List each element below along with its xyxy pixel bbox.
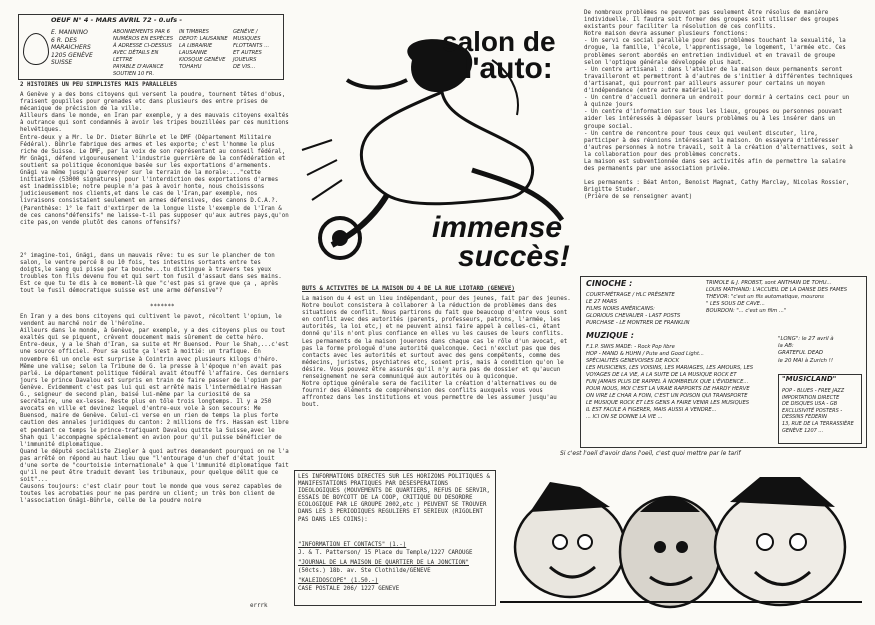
masthead xyxy=(18,14,284,80)
comic-drawing xyxy=(500,462,862,612)
periodical-3-title: "KALEIDOSCOPE" (1.50.-) xyxy=(298,578,379,584)
salon-title-line2: l'auto: xyxy=(464,52,553,85)
periodical-3-address: CASE POSTALE 206/ 1227 GENEVE xyxy=(298,586,400,592)
right-article-body: De nombreux problèmes ne peuvent pas seulement être résolus de manière individuelle. Il faudra soit former des groupes soit utiliser des groupes existants pour faciliter la résolution de ces conflits. Notre maison devra assumer plusieurs fonctions: - Un servi ce social parallèle pour des problèmes touchant la sexualité, la drogue, la famille, l'école, l'apprentissage, le logement, l'armée etc. Ces problèmes seront abordés en entretien individuel et en travail de groupe selon l'optique générale développée plus haut. - Un centre artisanal : dans l'atelier de la maison deux permanents seront travailleront et permettront à d'autres de s'initier à différentes techniques d'artisanat, qui pourront par ailleurs assurer pour certains un moyen d'indépendance (entre autre matérielle). - Un centre d'accueil donnera un endroit pour dormir à certains ceci pour un à quinze jours - Un centre d'information sur tous les lieux, groupes ou personnes pouvant aider les intéressés à dépasser leurs problèmes ou à les insérer dans un groupe social. - Un centre de rencontre pour tous ceux qui veulent discuter, lire, participer à des réunions intéressant la maison. On essayera d'intéresser d'autres personnes à notre travail, soit à la création d'alternatives, soit à la collaboration pour des problèmes concrets. La maison est subventionnée dans ses activités afin de permettre la salaire des permanents par une association privée. Les permanents : Béat Anton, Benoist Magnat, Cathy Marclay, Nicolas Rossier, Brigitte Studer. (Prière de se renseigner avant) xyxy=(584,10,853,201)
periodical-2-title: "JOURNAL DE LA MAISON DE QUARTIER DE LA JONCTION" xyxy=(298,560,470,566)
grateful-dead-note: "LONG": le 27 avril à la AB: GRATEFUL DEAD le 20 MAI à Zurich !! xyxy=(778,336,834,364)
periodical-1-address: J. & T. Patterson/ 15 Place du Temple/1227 CAROUGE xyxy=(298,550,473,556)
left-article-para3: En Iran y a des bons citoyens qui cultivent le pavot, récoltent l'opium, le vendent au marché noir de l'héroïne. Ailleurs dans le monde, à Genève, par exemple, y a des citoyens plus ou tout exaltés qui se piquent, crèvent doucement mais sûrement de cette héro. Entre-deux, y a le Shah d'Iran, sa suite et Mr Buensod. Pour le Shah,...c'est une source officiel. Pour sa suite ça l'est à moitié: un trafique. En novembre 61 un oncle est surprise à Cointrin avec plusieurs kilogs d'héro. Même une valise; selon la Tribune de G. la presse à l'époque n'en avait pas parlé. Le département politique fédéral avait étouffé l'affaire. Ces derniers jours le prince Davalou est surpris en train de faire passer de l'opium par Genève. Evidemment c'est pas lui qui est arrêté mais l'intermédiaire Hassan G., seigneur de second plan, baisé lui-même par la curiosité de sa secrétaire, une ex-lesse. Reste plus en tôle trois longtemps. Il y a 250 avocats en ville et devinez lequel d'entre-eux vole à son secours: Me Buensod, maire de Genève. Celui-ci verse en un rien de temps la plus forte caution des annales juridiques du canton: 2 millions de frs. Hassan est libre et pendant ce temps le prince-trafiquant Davalou quitte la Suisse,avec le Shah qui l'accompagne spécialement en avion pour qu'il puisse bénéficier de l'immunité diplomatique. Quand le député socialiste Ziegler à quoi autres demandent pourquoi on ne l'a pas arrêté on répond au haut lieu que "l'entourage d'un chef d'état jouit d'une sorte de "courtoisie internationale" à que l'immunité diplomatique fait qu'il ne peut être traduit devant les tribunaux, pour quelque délit que ce soit"... Causons toujours: c'est clair pour tout le monde que vous serez capables de toutes les acrobaties pour ne pas perdre un client; un très bon client de l'association Gnägi-Bührle, celle de la poudre noire xyxy=(20,314,289,505)
cinoche-right: TRIMOLE & J. PROBST, sont ANTHAIN DE TOHU... LOUIS MATHAND: L'ACCUEIL DE LA DANSE DES FAMES THEVOR: "c'est un fils automatique, mourons " LES SOUS DE CAVE... BOURDON: "... c'est un film ..." xyxy=(706,280,848,314)
periodicals-intro: LES INFORMATIONS DIRECTES SUR LES HORIZONS POLITIQUES & MANIFESTATIONS PRATIQUES PAR DESESPERATIONS IDEOLOGIQUES (MOUVEMENTS DE QUARTIERS, REFUS DE SERVIR, ESSAIS DE BOYCOTT DE LA COOP, CRITIQUE DU DESORDRE ECOLOGIQUE PAR LE GROUPE 2002,etc ) PEUVENT SE TROUVER DANS LES 3 PERIODIQUES REGULIERS ET SERIEUX (RIGOLENT PAS DANS LES COINS): xyxy=(298,474,494,523)
cinoche-left: COURT-MÉTRAGE / HLC PRÉSENTE LE 27 MARS FILMS NOIRS AMÉRICAINS: GLORIOUS CHEVALIER - LAST POSTS PURCHASE - LE MONTRER DE FRANKLIN xyxy=(586,292,690,326)
left-article-stars: ******* xyxy=(150,304,175,310)
masthead-subscriptions: ABONNEMENTS PAR 6 NUMÉROS EN ESPÈCES À ADRESSE CI-DESSUS AVEC DÉTAILS EN LETTRE PAYABLE D'AVANCE SOUTIEN 10 FR. xyxy=(113,29,174,77)
left-article-heading: 2 HISTOIRES UN PEU SIMPLISTES MAIS PARALLELES xyxy=(20,82,178,88)
comic-illustration xyxy=(500,462,862,612)
periodical-1-title: "INFORMATION ET CONTACTS" (1.-) xyxy=(298,542,407,548)
musicland-title: "MUSICLAND" xyxy=(782,375,837,383)
left-article-signature: errrk xyxy=(250,603,268,609)
masthead-address: E. MANNINO 6 R. DES MARAICHERS 1205 GENÈVE SUISSE xyxy=(51,29,93,67)
masthead-depots: IN TIMBRES DEPOT: LAUSANNE LA LIBRAIRIE LAUSANNE KIOSQUE GENÈVE TOHAHU xyxy=(179,29,228,70)
salon-subtitle-line1: immense xyxy=(432,211,563,244)
salon-subtitle-line2: succès! xyxy=(458,240,570,273)
left-article-para2: 2° imagine-toi, Gnägi, dans un mauvais rêve: tu es sur le plancher de ton salon, le ventre percé 8 ou 10 fois, tes intestins sortants entre tes doigts,le sang qui pisse par ta bouche...tu distingue à travers tes yeux troubles ton fils devenu fou et qui sert ton fusil d'assaut dans ses mains. Est ce que tu te dis à ce moment-là que "c'est pas si grave que ça , après tout le fusil démocratique suisse est une arme défensive"? xyxy=(20,253,286,295)
egg-logo xyxy=(23,33,49,65)
periodical-2-address: (50cts.) 18b. av. Ste Clothilde/GENEVE xyxy=(298,568,431,574)
center-article-body: La maison du 4 est un lieu indépendant, pour des jeunes, fait par des jeunes. Notre boulot consistera à collaborer à la réduction de problèmes dans des situations de conflit. Nous partirons du fait que beaucoup d'entre vous sont en conflit avec des autorités (parents, professeurs, patrons, l'armée, les autorités, la loi etc,) et ne peuvent ainsi faire appel à celles-ci, étant donné qu'ils n'ont plus confiance en elles vu les causes de leurs conflits. Les permanents de la maison jouerons dans chaque cas le rôle d'un avocat, et pas la forme prologué d'une autorité quelconque. Ceci n'exclut pas que des contacts avec les autorités et surtout avec des gens compétents, comme des médecins, juristes, psychiatres etc, soient pris, mais à condition qu'on le désire. Vous pouvez être assurés qu'il n'y aura pas de dossier et qu'aucun renseignement ne sera communiqué aux autorités ou à quiconque. Notre optique générale sera de faciliter la création d'alternatives ou de fournir des éléments de compréhension des conflits auxquels vous vous affrontez dans les institutions et vous permettre de les assumer jusqu'au bout. xyxy=(302,296,571,409)
salon-title-line1: salon de xyxy=(442,26,556,57)
comic-caption: Si c'est l'oeil d'avoir dans l'oeil, c'est quoi mettre par le tarif xyxy=(560,450,741,457)
masthead-issue: OEUF N° 4 - MARS AVRIL 72 - 0.ufs - xyxy=(51,16,183,24)
center-article-heading: BUTS & ACTIVITES DE LA MAISON DU 4 DE LA RUE LIOTARD (GENEVE) xyxy=(302,286,515,292)
cinoche-title: CINOCHE : xyxy=(586,279,633,288)
musicland-details: POP - BLUES - FREE JAZZ IMPORTATION DIRECTE DE DISQUES USA - GB EXCLUSIVITÉ POSTERS - DESSINS FEDERIN 13, RUE DE LA TERRASSIÈRE GENÈVE 1207 ... xyxy=(782,388,854,434)
salon-illustration xyxy=(292,20,592,280)
masthead-notes: GENÈVE / MUSIQUES FLOTTANTS ... ET AUTRES JOUEURS DE VIS... xyxy=(233,29,270,70)
musique-title: MUZIQUE : xyxy=(586,331,634,340)
left-article-para1: A Genève y a des bons citoyens qui versent la poudre, tournent têtes d'obus, fraisent goupilles pour grenades etc dans plusieurs des entre prises de mécanique de précision de la ville. Ailleurs dans le monde, en Iran par exemple, y a des mauvais citoyens exaltés à outrance qui sont condamnés à avoir les tripes bouzillées par ces munitions helvétiques. Entre-deux y a Mr. le Dr. Dieter Bührle et le DMF (Département Militaire Fédéral). Bührle fabrique des armes et les exporte; c'est l'homme le plus riche de Suisse. Le DMF, par la voix de son représentant au conseil fédéral, Mr Gnägi, défend vigoureusement l'industrie guerrière de la confédération et soutient sa politique économique basée sur les exportations d'armements. Gnägi va même jusqu'à guerroyer sur le terrain de la morale:..."cette initiative (53000 signatures) pour l'interdiction des exportations d'armes est inadmissible; notre peuple n'a pas à avoir honte, nous choisissons judicieusement nos clients,et dans le cas de l'Iran,par exemple, nos livraisons consistaient seulement en armes défensives, des canons D.C.A.?. (Parenthèse: 1° le fait d'extirper de la longue liste l'exemple de l'Iran & de ces canons"défensifs" me laisse-t-il pas supposer qu'aux autres pays,qu'on cite pas,on vende plutôt des canons offensifs? xyxy=(20,92,289,226)
musique-text: F.1.P. SWIS MADE: - Rock Pop libre HOP - MAND & HUHN / Pute and Good Light... SPÉCIALITÉS GENEVOISES DE ROCK LES MUSICIENS, LES VOISINS, LES MARIAGES, LES AMOURS, LES VOYAGES DE LA VIE, A LA SUITE DE LA MUSIQUE ROCK ET FUN JAMAIS PLUS DE RAPPEL À NOMBREUX QUE L'ÉVIDENCE... POUR NOUS, MOI C'EST LA VRAIE RAPPORTS DE HARDY HERVE ON VIRE LE CHAR A FOIN, C'EST UN POISON QUI TRANSPORTE LE MUSIQUE ROCK ET LES GENS A FAIRE VENIR LES MUSIQUES IL EST FACILE A FIGERER, MAIS AUSSI A VENDRE... ... ICI ON SE DONNE LA VIE ... xyxy=(586,344,754,420)
